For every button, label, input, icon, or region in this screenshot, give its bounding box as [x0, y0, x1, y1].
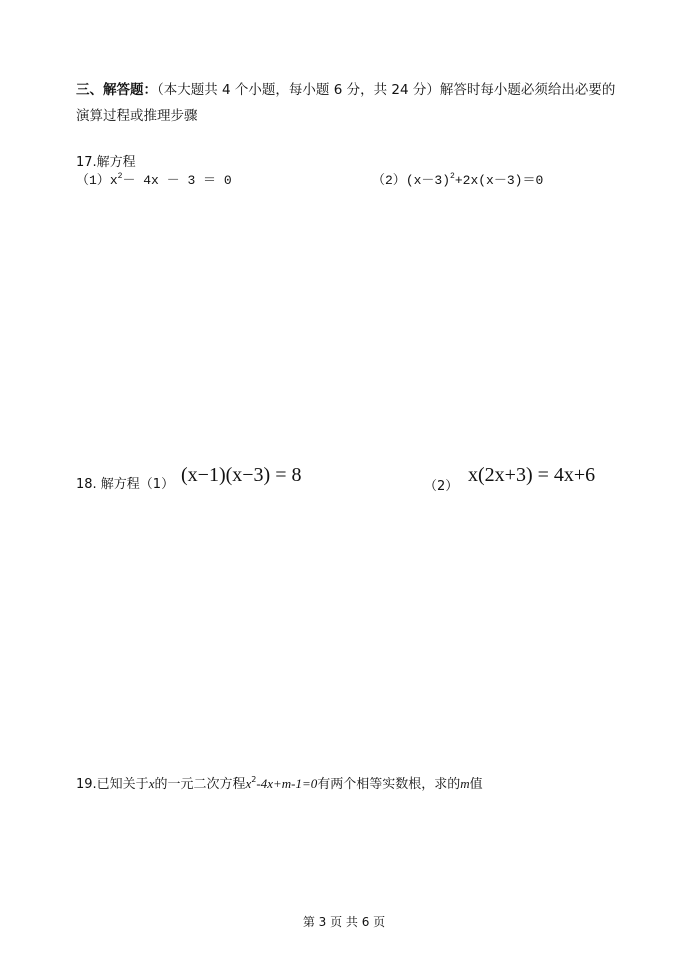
q19-end: 值	[469, 777, 483, 792]
q17-part2-exponent: 2	[450, 172, 455, 181]
q18-equation-1: (x−1)(x−3) = 8	[181, 464, 302, 486]
q18-label: 18. 解方程（1）	[76, 477, 175, 492]
section-heading: 三、解答题：	[76, 82, 157, 98]
q17-part1-eq-a: x	[109, 173, 118, 188]
q19-eq-b: -4x+m-1=0	[256, 776, 318, 791]
q17-part1-prefix: （1）	[76, 173, 110, 188]
q17-part2	[372, 169, 543, 188]
page-footer: 第 3 页 共 6 页	[302, 915, 386, 929]
q17-label: 17.解方程	[76, 155, 136, 170]
q19-var-m: m	[460, 776, 470, 791]
q19-pre: 19.已知关于	[76, 777, 149, 792]
q17-part2-prefix: （2）	[372, 173, 406, 188]
q19-mid: 的一元二次方程	[154, 777, 246, 792]
q18-part2-prefix: （2）	[424, 479, 459, 494]
q18-equation-2: x(2x+3) = 4x+6	[468, 464, 596, 486]
q17-part2-eq-a: (x－3)	[405, 173, 451, 188]
section-heading-line	[76, 78, 615, 98]
q17-part1-eq-b: － 4x － 3 ＝ 0	[122, 173, 232, 188]
q17-part1-exponent: 2	[117, 172, 123, 181]
section-description: （本大题共 4 个小题，每小题 6 分，共 24 分）解答时每小题必须给出必要的	[157, 82, 616, 98]
q19-eq-a: x	[245, 776, 252, 791]
q19-post: 有两个相等实数根，求的	[317, 777, 461, 792]
q17-part2-eq-b: +2x(x－3)＝0	[454, 173, 544, 188]
q19-eq-exponent: 2	[251, 775, 257, 784]
q17-part1	[76, 169, 232, 188]
q19-text	[76, 773, 483, 792]
q19-var-x: x	[148, 776, 155, 791]
section-description-cont: 演算过程或推理步骤	[76, 108, 198, 124]
